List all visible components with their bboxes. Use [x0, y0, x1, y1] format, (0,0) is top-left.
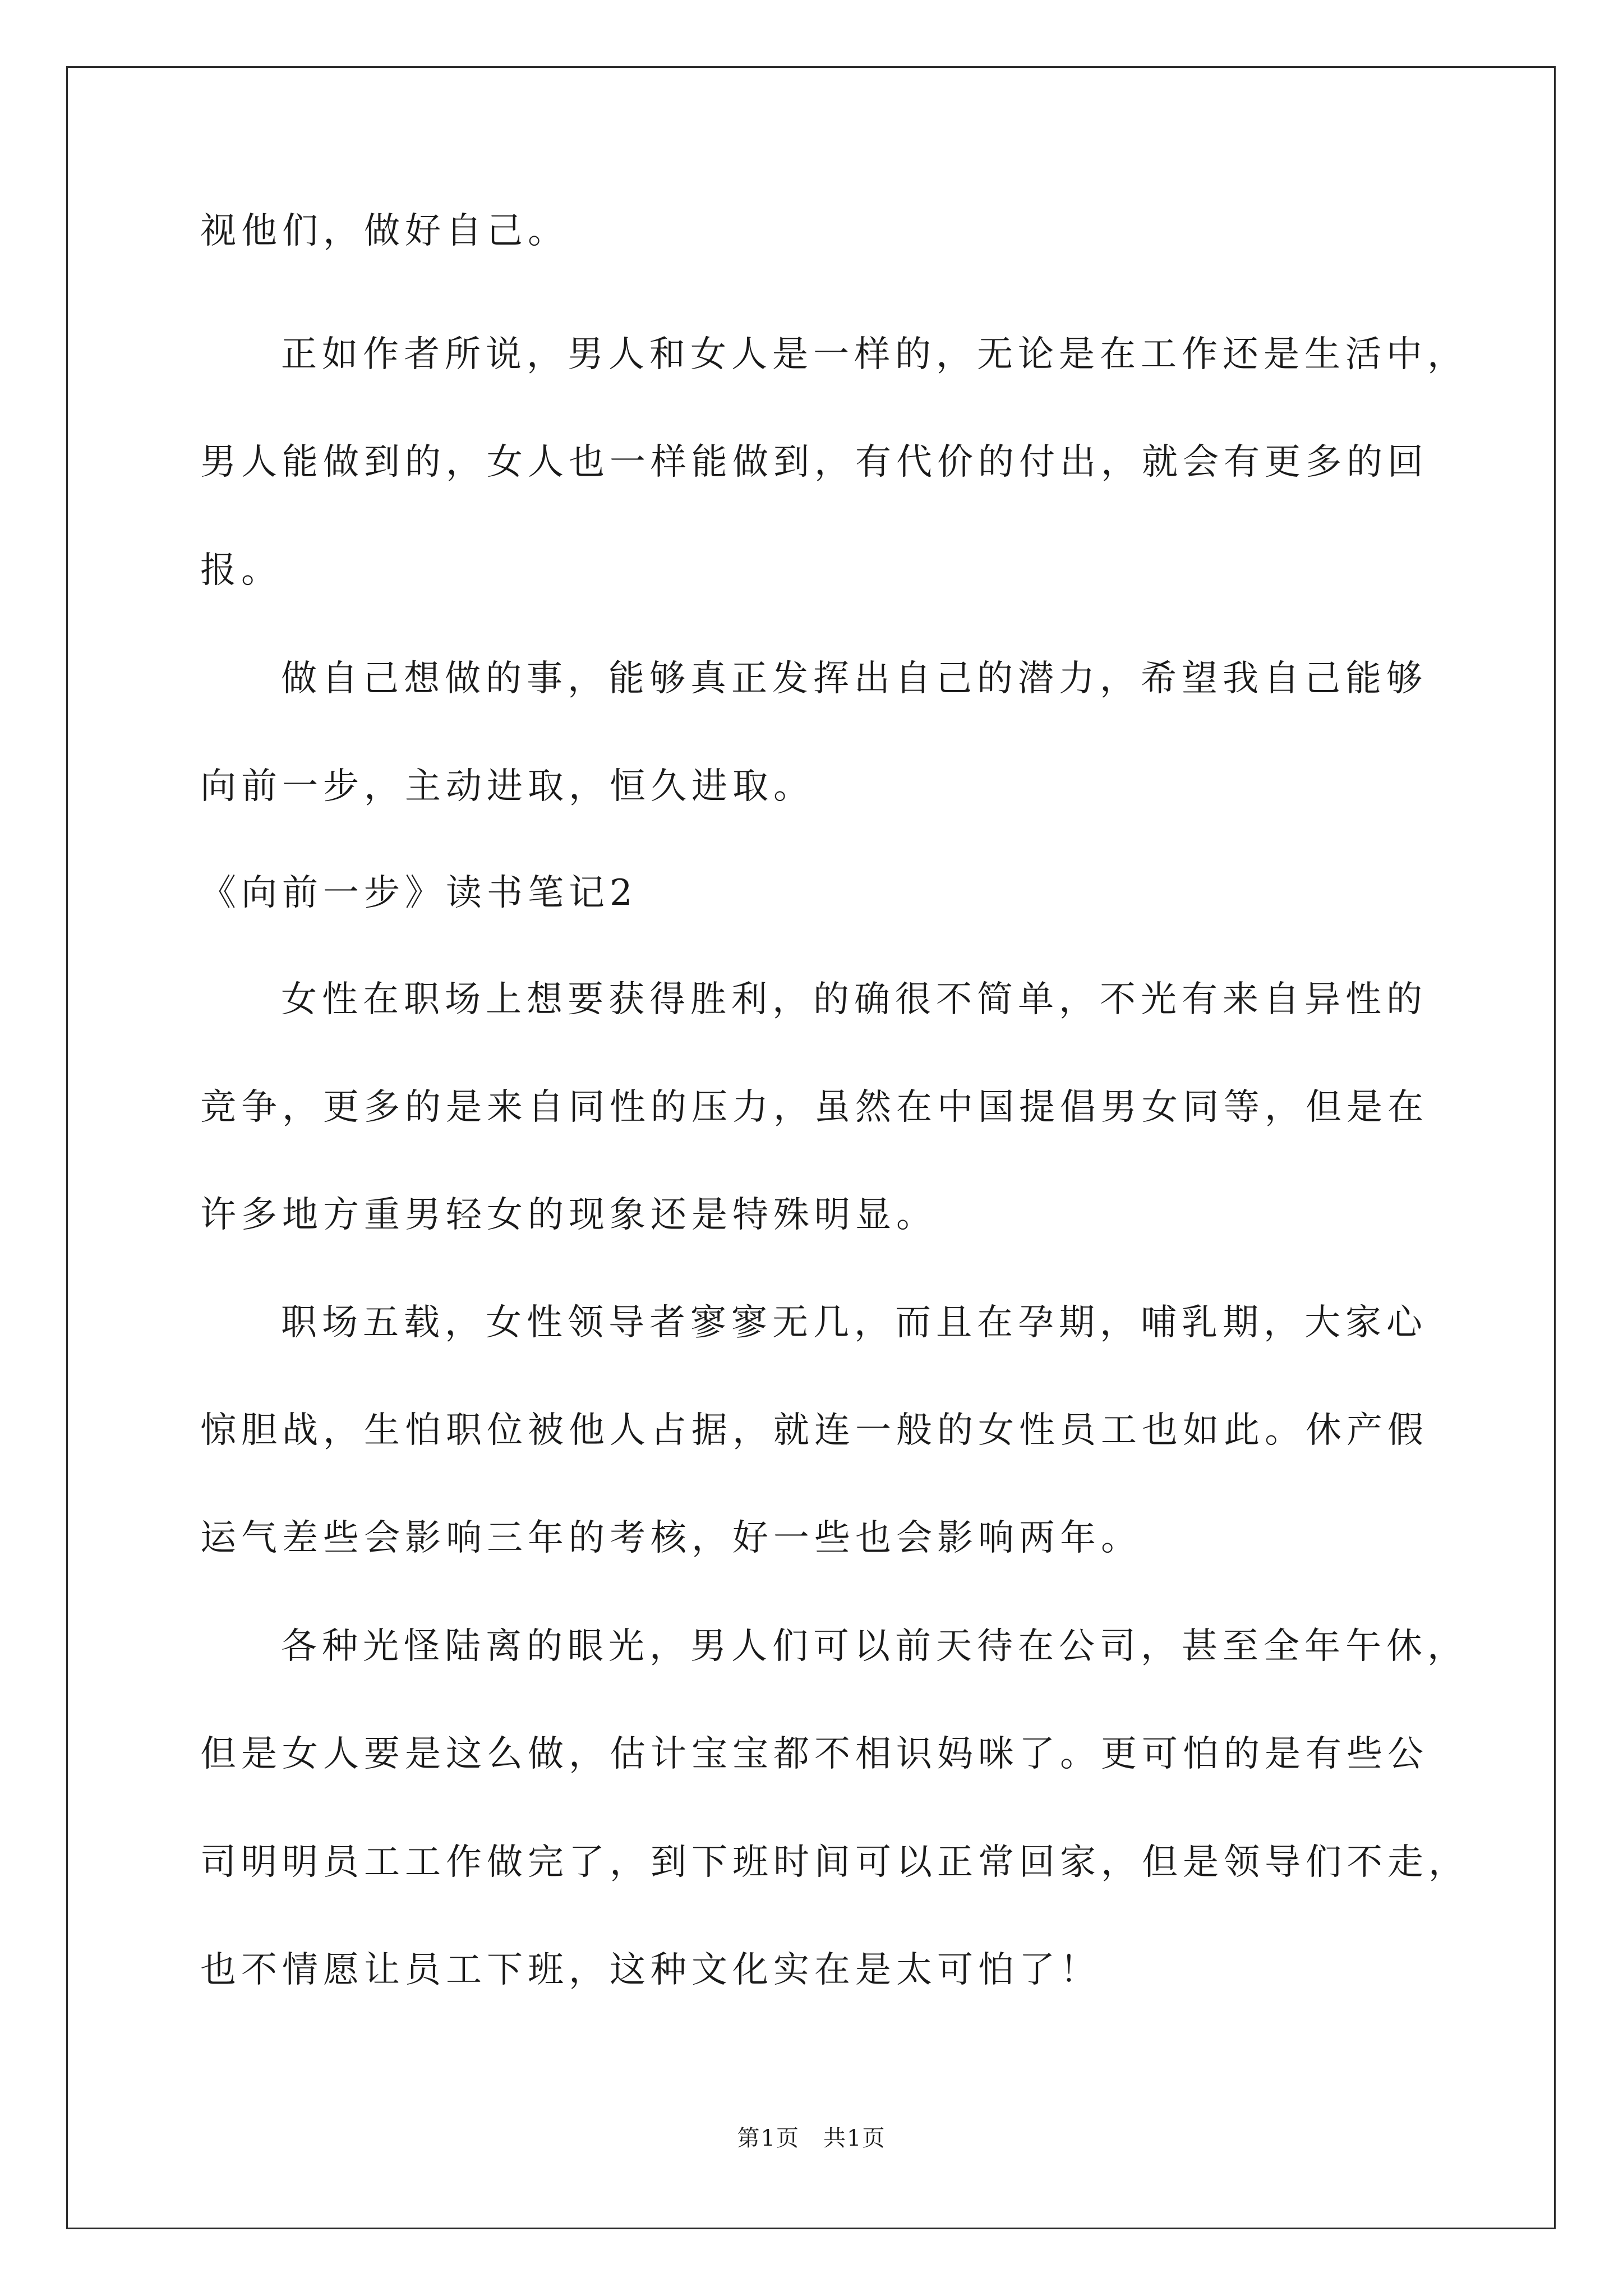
paragraph-line: 职场五载，女性领导者寥寥无几，而且在孕期，哺乳期，大家心 — [281, 1302, 1427, 1343]
paragraph-line: 各种光怪陆离的眼光，男人们可以前天待在公司，甚至全年午休， — [281, 1626, 1468, 1667]
paragraph-line: 男人能做到的，女人也一样能做到，有代价的付出，就会有更多的回 — [200, 441, 1428, 483]
paragraph-line: 做自己想做的事，能够真正发挥出自己的潜力，希望我自己能够 — [281, 658, 1427, 700]
paragraph-line: 竞争，更多的是来自同性的压力，虽然在中国提倡男女同等，但是在 — [200, 1087, 1428, 1128]
paragraph-line: 向前一步，主动进取，恒久进取。 — [200, 766, 814, 807]
paragraph-line: 也不情愿让员工下班，这种文化实在是太可怕了！ — [200, 1949, 1101, 1991]
paragraph-line: 正如作者所说，男人和女人是一样的，无论是在工作还是生活中， — [281, 334, 1468, 375]
section-heading: 《向前一步》读书笔记2 — [200, 872, 638, 914]
paragraph-line: 但是女人要是这么做，估计宝宝都不相识妈咪了。更可怕的是有些公 — [200, 1733, 1428, 1775]
paragraph-line: 视他们，做好自己。 — [200, 210, 569, 252]
page-border — [66, 66, 1556, 2229]
paragraph-line: 惊胆战，生怕职位被他人占据，就连一般的女性员工也如此。休产假 — [200, 1410, 1428, 1451]
paragraph-line: 运气差些会影响三年的考核，好一些也会影响两年。 — [200, 1517, 1142, 1559]
paragraph-line: 许多地方重男轻女的现象还是特殊明显。 — [200, 1194, 937, 1236]
paragraph-line: 司明明员工工作做完了，到下班时间可以正常回家，但是领导们不走， — [200, 1842, 1469, 1883]
paragraph-line: 报。 — [200, 550, 282, 591]
page-number-footer: 第1页 共1页 — [737, 2125, 886, 2151]
paragraph-line: 女性在职场上想要获得胜利，的确很不简单，不光有来自异性的 — [281, 979, 1427, 1020]
